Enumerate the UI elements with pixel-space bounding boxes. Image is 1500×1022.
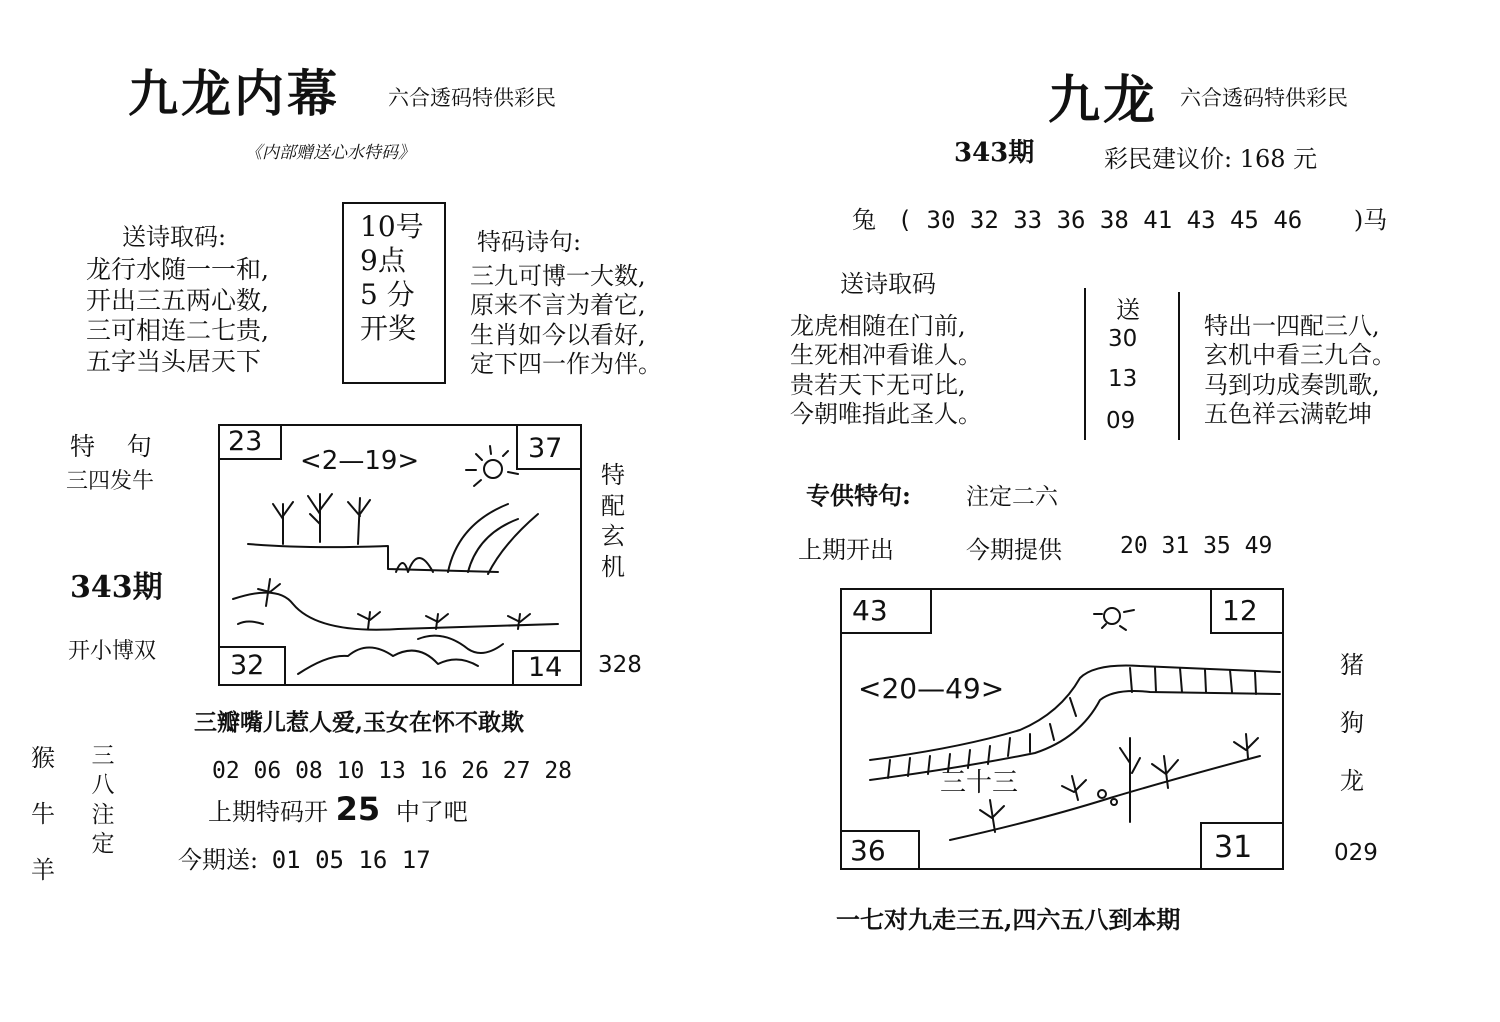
right-sun-icon	[1094, 608, 1134, 630]
right-footer: 一七对九走三五,四六五八到本期	[836, 905, 1181, 934]
last-result-line	[208, 790, 468, 828]
right-side-zodiac: 狗	[1340, 709, 1364, 737]
right-side-zodiac: 龙	[1340, 767, 1364, 795]
right-side-zodiac: 猪	[1340, 651, 1364, 679]
right-last-period-label: 上期开出	[798, 536, 894, 564]
left-riddle: 三瓣嘴儿惹人爱,玉女在怀不敢欺	[194, 709, 525, 736]
left-poem-line: 三可相连二七贵,	[86, 316, 269, 345]
small-big-hint: 开小博双	[68, 639, 157, 664]
left-special-phrase: 三四发牛	[66, 469, 155, 494]
side-vertical-hint: 特配玄机	[601, 461, 625, 582]
right-poem	[790, 312, 982, 429]
left-zodiac: 羊	[31, 856, 55, 884]
right-corner-br: 31	[1214, 830, 1253, 865]
left-this-period	[178, 840, 431, 875]
zodiac-end: )马	[1353, 206, 1388, 234]
draw-minute: 5 分	[360, 278, 415, 312]
left-subtitle: 六合透码特供彩民	[388, 86, 556, 110]
right-side-zodiacs	[1338, 636, 1366, 810]
left-zodiac: 牛	[31, 800, 55, 828]
right-poem-line: 生死相冲看谁人。	[790, 341, 982, 370]
right-poem2-line: 特出一四配三八,	[1204, 312, 1380, 340]
send-divider-right	[1178, 292, 1180, 440]
tema-poem	[470, 262, 662, 379]
right-sketch-drawing	[840, 588, 1284, 870]
left-side-number: 328	[598, 652, 642, 678]
right-special-phrase: 注定二六	[966, 484, 1058, 510]
right-special-label: 专供特句:	[806, 481, 911, 510]
right-poem2-line: 五色祥云满乾坤	[1204, 399, 1372, 428]
draw-time	[360, 210, 424, 347]
left-sun-icon	[466, 446, 518, 486]
draw-label: 开奖	[360, 312, 417, 346]
last-result-prefix: 上期特码开	[208, 798, 328, 826]
left-range: <2—19>	[300, 446, 420, 476]
left-this-period-label: 今期送:	[178, 846, 259, 874]
left-corner-tl: 23	[228, 426, 263, 457]
tema-poem-line: 定下四一作为伴。	[470, 349, 662, 378]
right-corner-bl: 36	[850, 834, 886, 867]
send-number: 09	[1106, 408, 1136, 434]
tema-poem-line: 原来不言为着它,	[470, 291, 646, 320]
left-zodiac-list	[30, 730, 56, 898]
draw-date: 10号	[360, 210, 424, 243]
left-poem-line: 龙行水随一一和,	[86, 255, 269, 284]
right-poem-label: 送诗取码	[840, 270, 936, 298]
left-corner-bl: 32	[230, 650, 265, 681]
right-side-number: 029	[1334, 840, 1378, 866]
right-poem2-line: 玄机中看三九合。	[1204, 341, 1396, 370]
suggested-price: 彩民建议价: 168 元	[1104, 145, 1318, 173]
left-corner-br: 14	[528, 652, 563, 683]
left-zodiac: 猴	[31, 744, 55, 772]
right-corner-tl: 43	[852, 594, 888, 627]
tema-poem-line: 三九可博一大数,	[470, 262, 646, 290]
tema-poem-label: 特码诗句:	[477, 228, 582, 256]
left-period: 343期	[70, 570, 163, 605]
right-poem-line: 今朝唯指此圣人。	[790, 399, 982, 428]
right-corner-tr: 12	[1222, 594, 1258, 627]
left-corner-tr: 37	[528, 433, 563, 464]
right-poem2-line: 马到功成奏凯歌,	[1204, 370, 1380, 399]
left-poem	[86, 255, 269, 377]
last-result-suffix: 中了吧	[395, 798, 468, 826]
left-numbers-line: 02 06 08 10 13 16 26 27 28	[212, 758, 573, 784]
right-title: 九龙	[1048, 70, 1159, 131]
left-poem-line: 开出三五两心数,	[86, 285, 269, 315]
right-this-period-numbers: 20 31 35 49	[1120, 533, 1273, 559]
left-special-label: 特 句	[70, 432, 152, 461]
left-poem-label: 送诗取码:	[122, 223, 227, 251]
zodiac-range-line	[852, 200, 1387, 235]
right-inner-text: 三十三	[940, 768, 1019, 798]
left-tagline: 《内部赠送心水特码》	[245, 143, 415, 163]
left-sketch-drawing	[218, 424, 582, 686]
left-poem-line: 五字当头居天下	[86, 346, 262, 376]
right-poem-2	[1204, 312, 1396, 429]
right-this-period-label: 今期提供	[966, 536, 1062, 564]
zodiac-numbers: ( 30 32 33 36 38 41 43 45 46	[897, 206, 1303, 234]
left-this-period-numbers: 01 05 16 17	[271, 846, 431, 874]
send-number: 13	[1108, 366, 1138, 392]
zodiac-start: 兔	[852, 206, 876, 234]
right-poem-line: 龙虎相随在门前,	[790, 312, 966, 340]
send-number: 30	[1108, 326, 1138, 352]
draw-hour: 9点	[360, 244, 406, 278]
tema-poem-line: 生肖如今以看好,	[470, 320, 646, 349]
right-period: 343期	[954, 138, 1035, 168]
fixed-note: 三八注定	[91, 743, 115, 858]
right-subtitle: 六合透码特供彩民	[1180, 86, 1348, 110]
right-range: <20—49>	[858, 672, 1005, 705]
send-divider-left	[1084, 288, 1086, 440]
last-result-number: 25	[335, 790, 381, 828]
left-title: 九龙内幕	[128, 64, 340, 123]
send-label: 送	[1116, 296, 1140, 324]
right-poem-line: 贵若天下无可比,	[790, 370, 966, 399]
